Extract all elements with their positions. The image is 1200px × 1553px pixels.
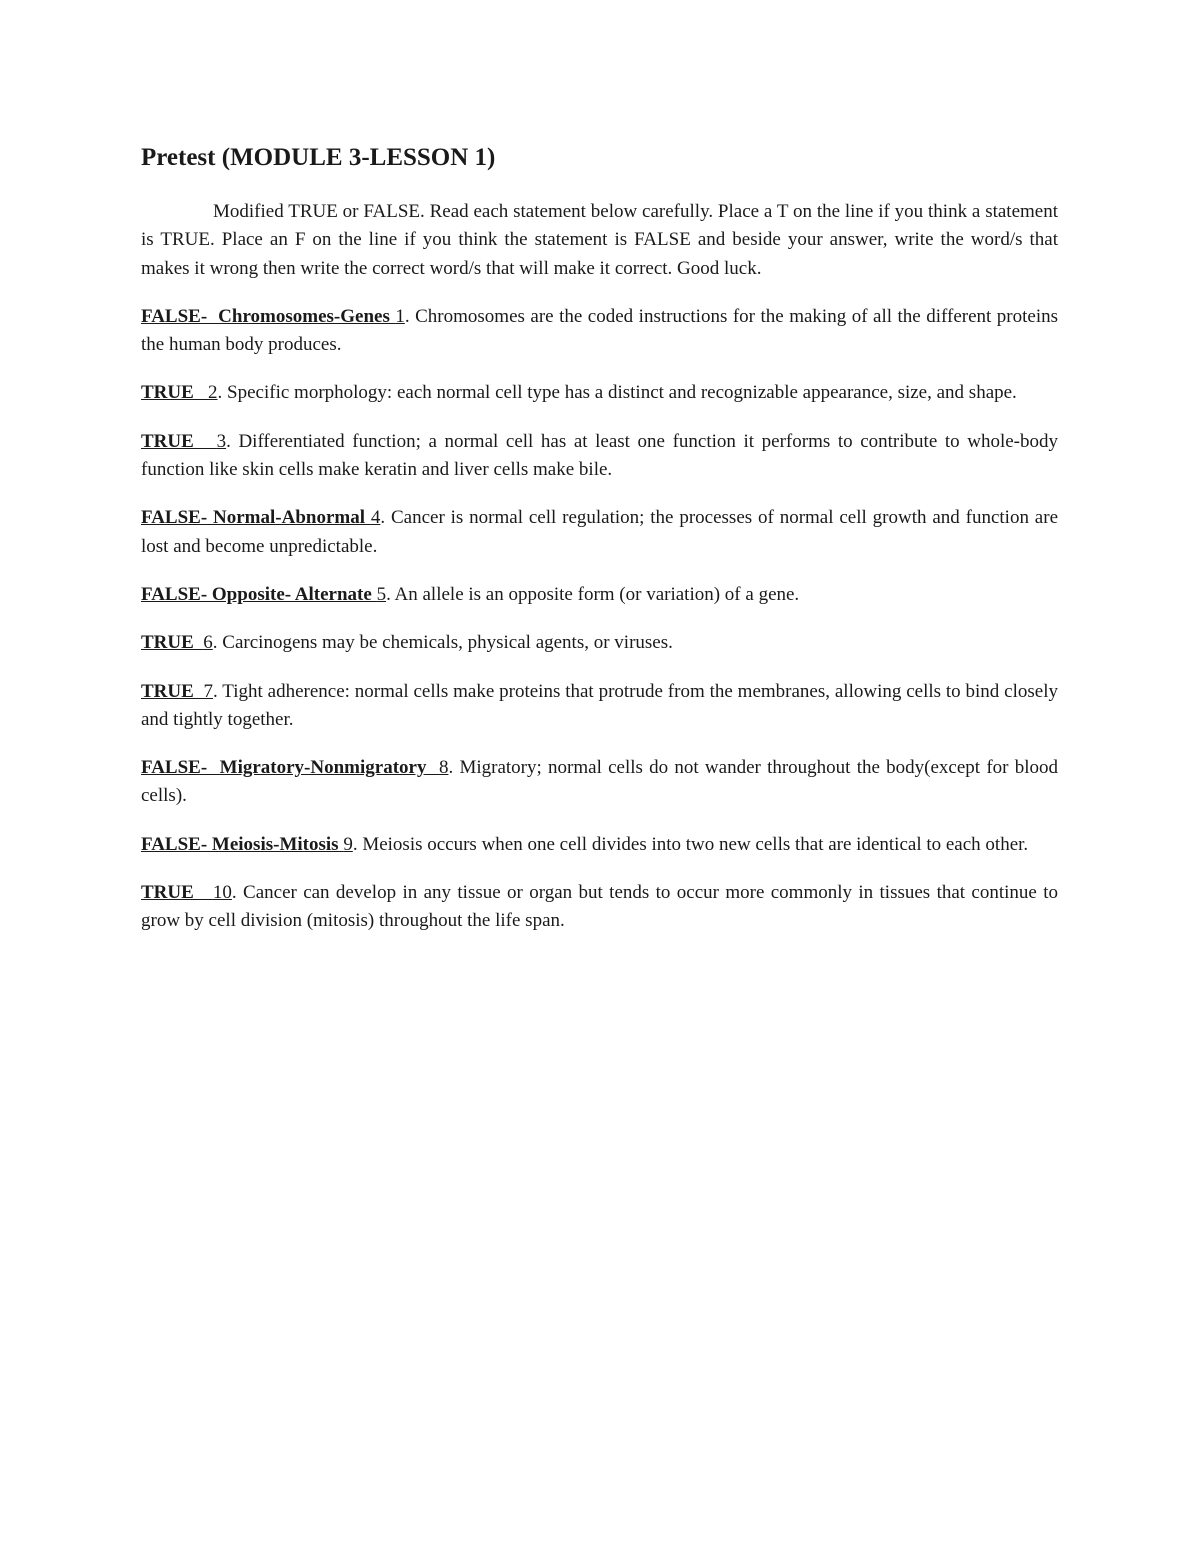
question-item-5 [141, 581, 1058, 609]
question-statement: . Chromosomes are the coded instructions for the making of all the different proteins the human body produces. [141, 305, 1059, 356]
question-item-4 [141, 504, 1058, 561]
question-item-1 [141, 303, 1058, 360]
document-title: Pretest (MODULE 3-LESSON 1) [141, 144, 496, 171]
question-number: 1 [395, 305, 405, 327]
answer-label: TRUE [141, 430, 217, 452]
question-number: 7 [203, 680, 214, 702]
answer-label: TRUE [141, 882, 213, 904]
question-item-9 [141, 831, 1058, 859]
document-page [141, 140, 1058, 956]
question-statement: . Tight adherence: normal cells make proteins that protrude from the membranes, allowing cells to bind closely and tightly together. [141, 680, 1058, 730]
question-statement: . Cancer can develop in any tissue or organ but tends to occur more commonly in tissues that continue to grow by cell division (mitosis) throughout the life span. [141, 882, 1059, 932]
answer-label: TRUE [141, 680, 204, 702]
answer-label: FALSE- Chromosomes-Genes [141, 305, 396, 327]
question-number: 8 [438, 757, 449, 779]
answer-label: FALSE- Meiosis-Mitosis [141, 833, 344, 855]
answer-label: TRUE [141, 632, 204, 654]
question-item-7 [141, 678, 1058, 735]
question-number: 3 [216, 430, 227, 452]
question-item-6 [141, 629, 1058, 657]
question-number: 9 [343, 833, 353, 855]
question-statement: . Cancer is normal cell regulation; the processes of normal cell growth and function are lost and become unpredictable. [141, 507, 1058, 557]
question-number: 2 [208, 382, 218, 404]
question-statement: . Carcinogens may be chemicals, physical agents, or viruses. [212, 632, 673, 654]
answer-label: FALSE- Normal-Abnormal [141, 507, 371, 529]
question-statement: . An allele is an opposite form (or variation) of a gene. [386, 583, 800, 605]
question-number: 4 [370, 507, 381, 529]
question-statement: . Specific morphology: each normal cell type has a distinct and recognizable appearance, size, and shape. [217, 382, 1017, 404]
answer-label: FALSE- Migratory-Nonmigratory [141, 757, 439, 779]
question-number: 5 [376, 583, 387, 605]
answer-label: FALSE- Opposite- Alternate [141, 583, 377, 605]
question-item-3 [141, 428, 1058, 485]
question-item-8 [141, 754, 1058, 811]
instructions-paragraph: Modified TRUE or FALSE. Read each statement below carefully. Place a T on the line if you think a statement is TRUE. Place an F on the line if you think the statement is FALSE and beside your answer, write the word/s that makes it wrong then write the correct word/s that will make it correct. Good luck. [141, 201, 1058, 279]
question-statement: . Migratory; normal cells do not wander throughout the body(except for blood cells). [141, 757, 1058, 807]
question-item-10 [141, 879, 1058, 936]
question-number: 10 [212, 882, 232, 904]
answer-label: TRUE [141, 382, 209, 404]
question-number: 6 [203, 632, 213, 654]
question-statement: . Differentiated function; a normal cell has at least one function it performs to contribute to whole-body function like skin cells make keratin and liver cells make bile. [141, 430, 1058, 481]
question-statement: . Meiosis occurs when one cell divides into two new cells that are identical to each other. [352, 833, 1029, 855]
question-item-2 [141, 379, 1058, 407]
